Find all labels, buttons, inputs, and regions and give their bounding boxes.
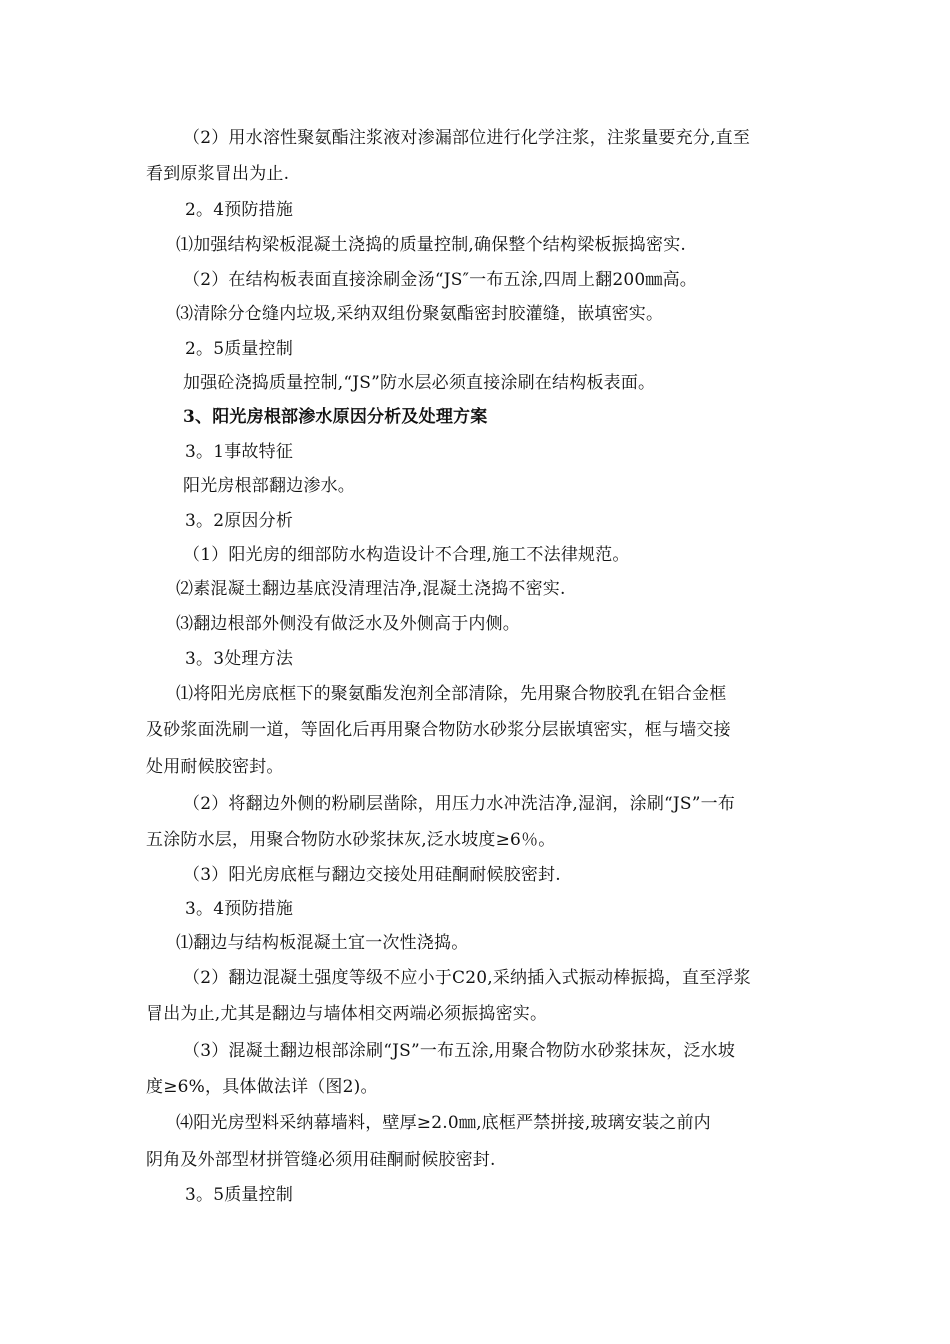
paragraph-line: ⑷阳光房型料采纳幕墙料，壁厚≥2.0㎜,底框严禁拼接,玻璃安装之前内	[176, 1113, 711, 1133]
paragraph-line: 阳光房根部翻边渗水。	[183, 476, 355, 496]
section-heading: 3。2原因分析	[185, 511, 294, 531]
paragraph-line: 度≥6%，具体做法详（图2)。	[146, 1077, 378, 1097]
section-heading: 2。4预防措施	[185, 200, 294, 220]
paragraph-line: ⑴翻边与结构板混凝土宜一次性浇捣。	[176, 933, 469, 953]
paragraph-line: （3）阳光房底框与翻边交接处用硅酮耐候胶密封.	[183, 865, 561, 885]
paragraph-line: （2）翻边混凝土强度等级不应小于C20,采纳插入式振动棒振捣，直至浮浆	[183, 968, 751, 988]
section-heading: 2。5质量控制	[185, 339, 294, 359]
paragraph-line: （2）在结构板表面直接涂刷金汤“JS″一布五涂,四周上翻200㎜高。	[183, 270, 697, 290]
paragraph-line: 加强砼浇捣质量控制,“JS”防水层必须直接涂刷在结构板表面。	[183, 373, 656, 393]
chapter-heading: 3、阳光房根部渗水原因分析及处理方案	[183, 407, 488, 427]
paragraph-line: 五涂防水层，用聚合物防水砂浆抹灰,泛水坡度≥6％。	[146, 830, 556, 850]
section-heading: 3。3处理方法	[185, 649, 294, 669]
paragraph-line: （2）用水溶性聚氨酯注浆液对渗漏部位进行化学注浆，注浆量要充分,直至	[183, 128, 751, 148]
paragraph-line: （2）将翻边外侧的粉刷层凿除，用压力水冲洗洁净,湿润，涂刷“JS”一布	[183, 794, 736, 814]
paragraph-line: ⑴加强结构梁板混凝土浇捣的质量控制,确保整个结构梁板振捣密实.	[176, 235, 687, 255]
paragraph-line: 冒出为止,尤其是翻边与墙体相交两端必须振捣密实。	[146, 1004, 548, 1024]
paragraph-line: （1）阳光房的细部防水构造设计不合理,施工不法律规范。	[183, 545, 630, 565]
paragraph-line: ⑶清除分仓缝内垃圾,采纳双组份聚氨酯密封胶灌缝，嵌填密实。	[176, 304, 664, 324]
paragraph-line: （3）混凝土翻边根部涂刷“JS”一布五涂,用聚合物防水砂浆抹灰，泛水坡	[183, 1041, 736, 1061]
section-heading: 3。1事故特征	[185, 442, 294, 462]
section-heading: 3。4预防措施	[185, 899, 294, 919]
paragraph-line: ⑵素混凝土翻边基底没清理洁净,混凝土浇捣不密实.	[176, 579, 566, 599]
paragraph-line: 处用耐候胶密封。	[146, 757, 284, 777]
paragraph-line: 及砂浆面洗刷一道，等固化后再用聚合物防水砂浆分层嵌填密实，框与墙交接	[146, 720, 731, 740]
paragraph-line: ⑴将阳光房底框下的聚氨酯发泡剂全部清除，先用聚合物胶乳在铝合金框	[176, 684, 727, 704]
paragraph-line: 看到原浆冒出为止.	[146, 164, 290, 184]
paragraph-line: 阴角及外部型材拼管缝必须用硅酮耐候胶密封.	[146, 1150, 496, 1170]
paragraph-line: ⑶翻边根部外侧没有做泛水及外侧高于内侧。	[176, 614, 520, 634]
section-heading: 3。5质量控制	[185, 1185, 294, 1205]
